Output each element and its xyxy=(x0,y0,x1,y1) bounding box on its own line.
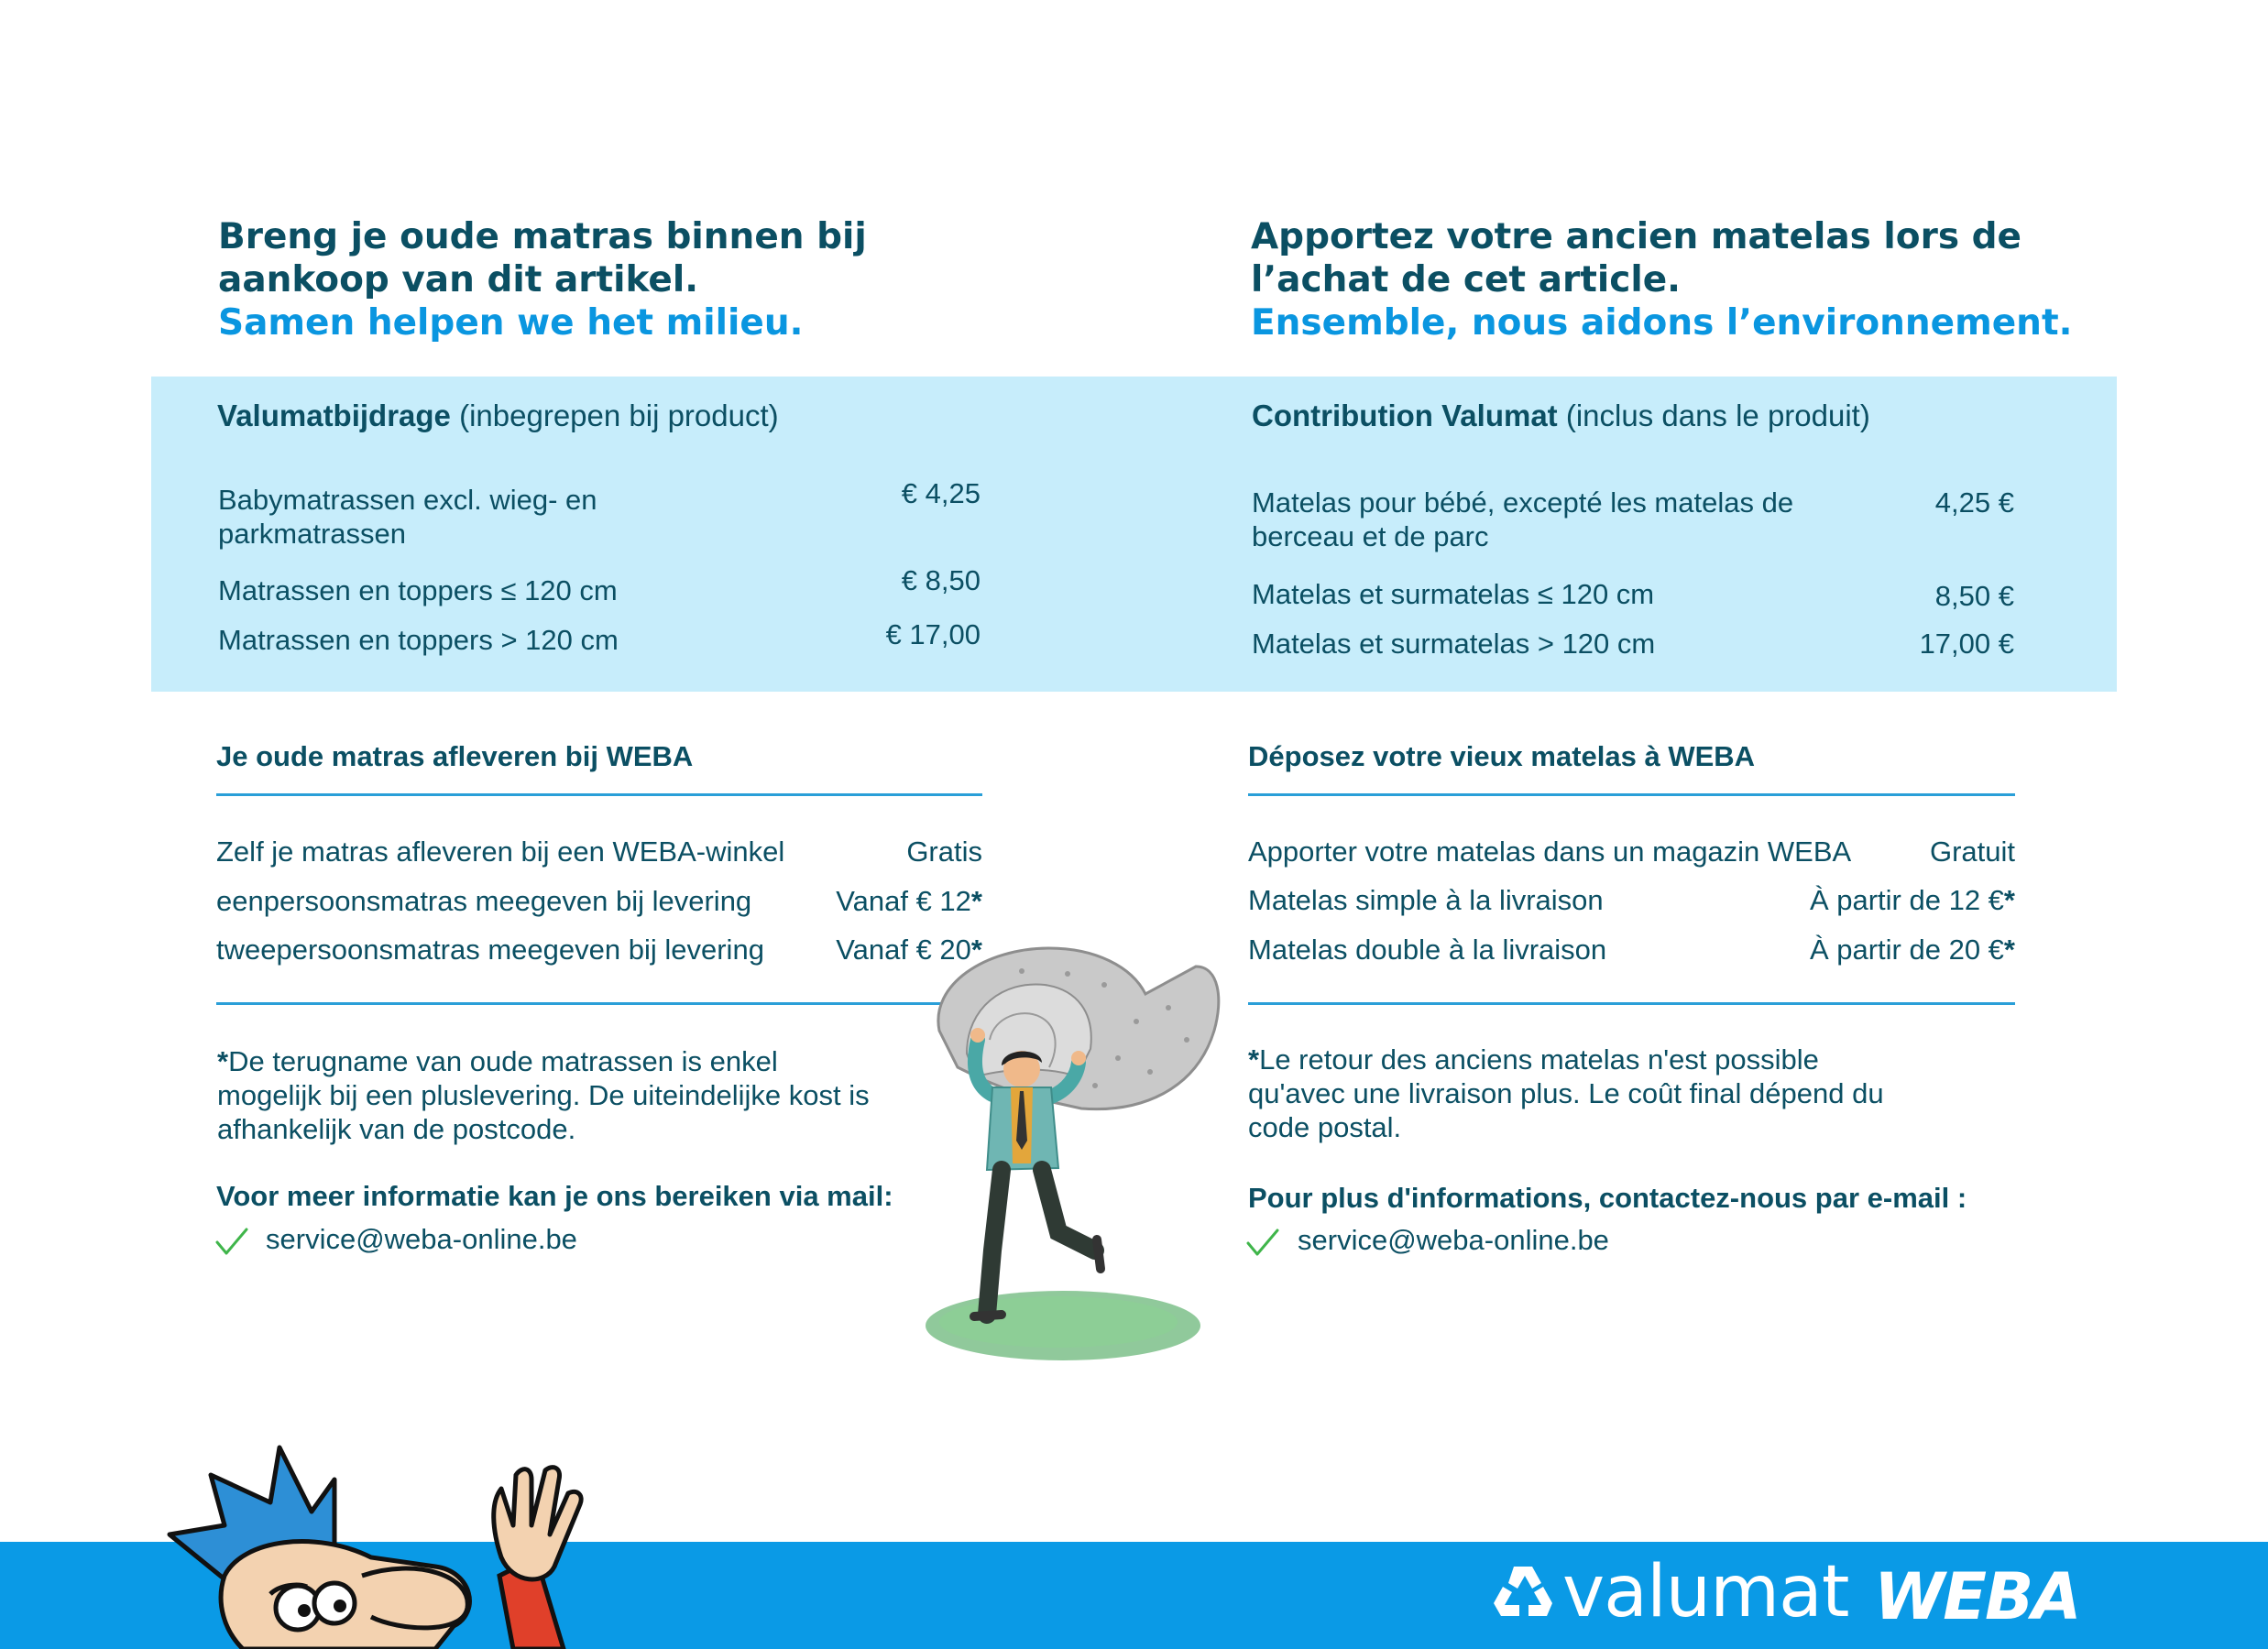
fr-note-star: * xyxy=(1248,1043,1260,1076)
nl-dropoff-title: Je oude matras afleveren bij WEBA xyxy=(216,740,694,772)
nl-dropoff-row xyxy=(216,884,982,921)
fr-contribution-row-value: 17,00 € xyxy=(1919,628,2014,660)
nl-headline-line2: aankoop van dit artikel. xyxy=(218,259,699,300)
fr-check-icon xyxy=(1246,1229,1279,1258)
fr-dropoff-rule-top xyxy=(1248,793,2015,796)
fr-dropoff-row-label: Matelas simple à la livraison xyxy=(1248,884,1604,916)
fr-contribution-title xyxy=(1252,399,1870,433)
fr-contribution-row-label-line2: berceau et de parc xyxy=(1252,520,1489,552)
fr-contribution-row-value: 8,50 € xyxy=(1934,580,2014,612)
fr-note-line1: Le retour des anciens matelas n'est possible xyxy=(1259,1043,1819,1076)
fr-headline xyxy=(1251,215,2076,344)
fr-dropoff-row-value xyxy=(1930,835,2015,868)
nl-contribution-title xyxy=(217,399,779,433)
nl-dropoff-row-price: Gratis xyxy=(906,835,982,868)
fr-note-line2: qu'avec une livraison plus. Le coût final dépend du xyxy=(1248,1077,1884,1109)
nl-dropoff-rule-top xyxy=(216,793,982,796)
fr-contribution-row-label: Matelas et surmatelas > 120 cm xyxy=(1252,628,1656,660)
fr-dropoff-row-price: Gratuit xyxy=(1929,835,2015,868)
nl-dropoff-row xyxy=(216,835,982,871)
nl-dropoff-row-value xyxy=(836,884,982,918)
fr-headline-line2: l’achat de cet article. xyxy=(1251,259,1681,300)
nl-check-icon xyxy=(215,1228,248,1257)
nl-note-line2: mogelijk bij een pluslevering. De uiteindelijke kost is xyxy=(217,1079,870,1111)
fr-dropoff-row-value xyxy=(1810,883,2015,917)
nl-contribution-row-label-line1: Babymatrassen excl. wieg- en xyxy=(218,484,597,516)
fr-note-line3: code postal. xyxy=(1248,1111,1402,1143)
nl-note-star: * xyxy=(217,1045,229,1077)
nl-headline xyxy=(218,215,951,344)
nl-dropoff-row-label: Zelf je matras afleveren bij een WEBA-winkel xyxy=(216,835,785,868)
fr-note xyxy=(1248,1043,2000,1144)
fr-dropoff-row-star: * xyxy=(2003,934,2015,966)
nl-dropoff-row-label: tweepersoonsmatras meegeven bij levering xyxy=(216,934,764,966)
fr-dropoff-row-price: À partir de 12 € xyxy=(1809,884,2004,916)
fr-contribution-row xyxy=(1252,577,2014,614)
fr-dropoff-row-price: À partir de 20 € xyxy=(1809,934,2004,966)
nl-dropoff-row-star: * xyxy=(970,885,982,917)
fr-contribution-row-value: 4,25 € xyxy=(1934,486,2014,519)
fr-dropoff-title: Déposez votre vieux matelas à WEBA xyxy=(1248,740,1756,772)
fr-dropoff-rule-bottom xyxy=(1248,1002,2015,1005)
fr-contribution-row xyxy=(1252,486,2014,555)
nl-contribution-row-label: Matrassen en toppers > 120 cm xyxy=(218,624,619,656)
nl-mail-link[interactable]: service@weba-online.be xyxy=(266,1223,577,1255)
fr-contribution-row-label xyxy=(1252,486,1793,553)
fr-mail-label: Pour plus d'informations, contactez-nous par e-mail : xyxy=(1248,1182,1967,1214)
fr-headline-accent: Ensemble, nous aidons l’environnement. xyxy=(1251,302,2073,344)
nl-dropoff-row-price: Vanaf € 20 xyxy=(836,934,971,966)
nl-headline-accent: Samen helpen we het milieu. xyxy=(218,302,804,344)
nl-dropoff-row xyxy=(216,933,982,969)
fr-dropoff-row xyxy=(1248,835,2015,871)
nl-dropoff-row-star: * xyxy=(970,934,982,966)
nl-contribution-title-bold: Valumatbijdrage xyxy=(217,399,451,432)
fr-dropoff-row xyxy=(1248,933,2015,969)
nl-headline-line1: Breng je oude matras binnen bij xyxy=(218,216,867,257)
nl-contribution-row xyxy=(218,618,981,660)
valumat-recycle-icon xyxy=(1486,1557,1560,1631)
fr-contribution-row xyxy=(1252,627,2014,663)
weba-logo: WEBA xyxy=(1874,1559,2080,1634)
fr-contribution-row-label: Matelas et surmatelas ≤ 120 cm xyxy=(1252,578,1655,610)
nl-contribution-row-label: Matrassen en toppers ≤ 120 cm xyxy=(218,574,618,606)
fr-mail-link[interactable]: service@weba-online.be xyxy=(1298,1224,1609,1256)
fr-dropoff-row-star: * xyxy=(2003,884,2015,916)
nl-contribution-row-value: € 17,00 xyxy=(885,618,981,650)
nl-note-line3: afhankelijk van de postcode. xyxy=(217,1113,576,1145)
fr-dropoff-row-label: Matelas double à la livraison xyxy=(1248,934,1607,966)
nl-contribution-row-value: € 4,25 xyxy=(901,477,981,509)
fr-headline-line1: Apportez votre ancien matelas lors de xyxy=(1251,216,2021,257)
nl-contribution-row xyxy=(218,477,981,552)
nl-mail-label: Voor meer informatie kan je ons bereiken via mail: xyxy=(216,1180,893,1212)
fr-contribution-title-bold: Contribution Valumat xyxy=(1252,399,1558,432)
fr-dropoff-row-label: Apporter votre matelas dans un magazin WEBA xyxy=(1248,835,1852,868)
fr-dropoff-row xyxy=(1248,883,2015,920)
mascot-illustration xyxy=(160,1438,600,1649)
fr-contribution-title-rest: (inclus dans le produit) xyxy=(1557,399,1870,432)
fr-contribution-row-label-line1: Matelas pour bébé, excepté les matelas de xyxy=(1252,486,1794,519)
nl-note xyxy=(217,1044,932,1146)
man-carrying-mattress-illustration xyxy=(921,930,1223,1365)
nl-contribution-row-label-line2: parkmatrassen xyxy=(218,518,407,550)
nl-contribution-row-label xyxy=(218,483,597,551)
nl-dropoff-row-price: Vanaf € 12 xyxy=(836,885,971,917)
nl-note-line1: De terugname van oude matrassen is enkel xyxy=(228,1045,778,1077)
nl-dropoff-row-value xyxy=(906,835,982,868)
nl-contribution-row-value: € 8,50 xyxy=(901,564,981,596)
nl-contribution-title-rest: (inbegrepen bij product) xyxy=(450,399,779,432)
nl-dropoff-row-label: eenpersoonsmatras meegeven bij levering xyxy=(216,885,752,917)
nl-contribution-row xyxy=(218,564,981,610)
fr-dropoff-row-value xyxy=(1810,933,2015,966)
valumat-logo: valumat xyxy=(1562,1551,1849,1633)
nl-dropoff-rule-bottom xyxy=(216,1002,982,1005)
